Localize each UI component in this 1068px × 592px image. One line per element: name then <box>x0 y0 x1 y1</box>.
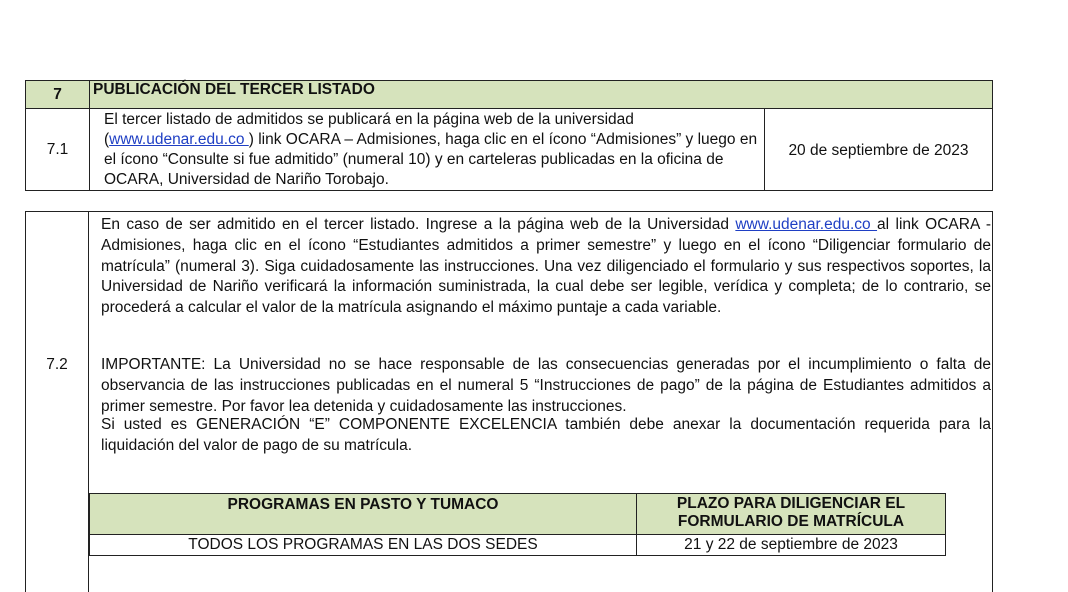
section-number: 7 <box>26 81 90 108</box>
item-number: 7.1 <box>26 109 90 190</box>
important-paragraph: IMPORTANTE: La Universidad no se hace responsable de las consecuencias generadas por el incumplimiento o falta de observancia de las instrucciones publicadas en el numeral 5 “Instrucciones de pago” de la página de Estudiantes admitidos a primer semestre. Por favor lea detenida y cuidadosamente las instrucciones. <box>101 356 991 415</box>
description-text: El tercer listado de admitidos se publicará en la página web de la universidad ( <box>104 111 634 148</box>
programs-cell: TODOS LOS PROGRAMAS EN LAS DOS SEDES <box>90 535 637 555</box>
programs-header: PROGRAMAS EN PASTO Y TUMACO <box>90 494 637 534</box>
deadline-cell: 21 y 22 de septiembre de 2023 <box>684 536 898 553</box>
item-number: 7.2 <box>26 212 89 592</box>
deadline-row <box>90 535 945 555</box>
deadline-table <box>89 493 946 556</box>
udenar-link[interactable]: www.udenar.edu.co <box>735 216 878 233</box>
section-title: PUBLICACIÓN DEL TERCER LISTADO <box>93 81 375 98</box>
generacion-e-paragraph: Si usted es GENERACIÓN “E” COMPONENTE EXCELENCIA también debe anexar la documentación requerida para la liquidación del valor de pago de su matrícula. <box>101 416 991 454</box>
paragraph-text: al link OCARA - Admisiones, haga clic en el ícono “Estudiantes admitidos a primer semestre” y luego en el ícono “Diligenciar formulario de matrícula” (numeral 3). Siga cuidadosamente las instrucciones. Una vez diligenciado el formulario y sus respectivos soportes, la Universidad de Nariño verificará la información suministrada, la cual debe ser legible, verídica y completa; de lo contrario, se procederá a calcular el valor de la matrícula asignando el máximo puntaje a cada variable. <box>101 216 991 317</box>
deadline-header-row <box>90 494 945 535</box>
section-header-row <box>26 81 992 109</box>
description-text: ) link OCARA – Admisiones, haga clic en el ícono “Admisiones” y luego en el ícono “Consulte si fue admitido” (numeral 10) y en carteleras publicadas en la oficina de OCARA, Universidad de Nariño Torobajo. <box>104 131 758 188</box>
instructions-paragraph <box>101 215 991 319</box>
publication-date: 20 de septiembre de 2023 <box>788 142 969 159</box>
item-content <box>89 212 992 592</box>
deadline-header: PLAZO PARA DILIGENCIAR EL FORMULARIO DE MATRÍCULA <box>676 495 906 530</box>
paragraph-text: En caso de ser admitido en el tercer listado. Ingrese a la página web de la Universidad <box>101 216 736 233</box>
enrollment-table <box>25 211 993 592</box>
publication-table <box>25 80 993 191</box>
item-row-7-1 <box>26 109 992 190</box>
udenar-link[interactable]: www.udenar.edu.co <box>109 131 249 148</box>
item-description <box>90 109 765 190</box>
